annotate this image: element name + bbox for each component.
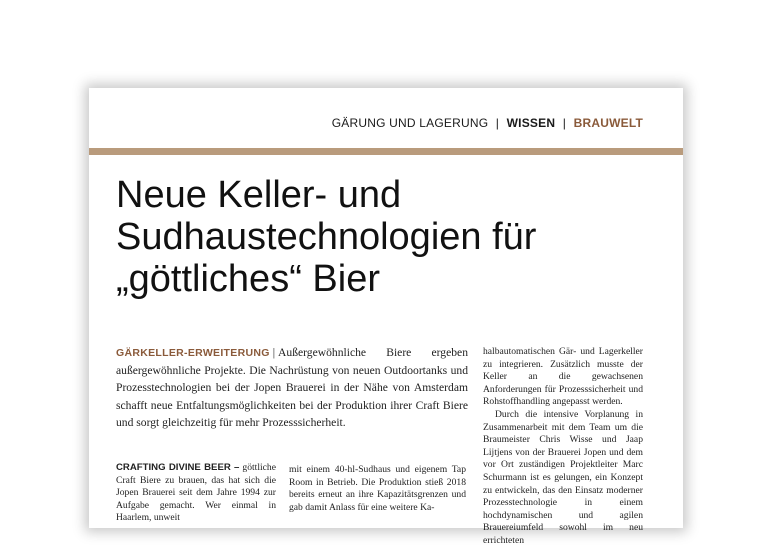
column-3-paragraph-2: Durch die intensive Vorplanung in Zusammenarbeit mit dem Team um die Braumeister Chris Wisse und Jaap Lijtjens von der Brauerei Jopen und dem vor Ort zuständigen Projektleiter Marc Schurmann ist es gelungen, ein Konzept zu entwickeln, das den Einsatz moderner Prozesstechnologie in einem hochdynamischen und agilen Brauereiumfeld sowohl im neu errichteten [483,408,643,546]
running-header [89,116,683,130]
magazine-page [89,88,683,546]
header-rule [89,148,683,155]
column-runin: CRAFTING DIVINE BEER – [116,462,240,473]
header-separator: | [495,116,500,130]
article-lead [116,344,468,431]
column-1-text: göttliche Craft Biere zu brauen, das hat sich die Jopen Brauerei seit dem Jahre 1994 zur Aufgabe gemacht. Wer einmal in Haarlem, unweit [116,462,276,524]
lead-separator: | [272,346,276,359]
lead-text: Außergewöhnliche Biere ergeben außergewöhnliche Projekte. Die Nachrüstung von neuen Outdoortanks und Prozesstechnologien bei der Jopen Brauerei in der Nähe von Amsterdam schafft neue Entfaltungsmöglichkeiten bei der Produktion ihrer Craft Biere und sorgt gleichzeitig für mehr Prozesssicherheit. [116,346,468,429]
header-category: WISSEN [506,116,556,130]
article-title: Neue Keller- und Sudhaustechnologien für „göttliches“ Bier [116,174,537,300]
body-column-3 [483,346,643,548]
header-section: GÄRUNG UND LAGERUNG [331,116,489,130]
body-column-1 [116,462,276,525]
lead-kicker: GÄRKELLER-ERWEITERUNG [116,347,270,359]
column-3-paragraph-1: halbautomatischen Gär- und Lagerkeller zu integrieren. Zusätzlich musste der Keller an die gewachsenen Anforderungen für Prozesssicherheit und Rohstoffhandling angepasst werden. [483,346,643,408]
header-brand: BRAUWELT [573,116,643,130]
body-column-2 [289,464,466,514]
column-2-text: mit einem 40-hl-Sudhaus und eigenem Tap Room in Betrieb. Die Produktion stieß 2018 bereits erneut an ihre Kapazitätsgrenzen und gab damit Anlass für eine weitere Ka- [289,464,466,513]
header-separator-2: | [562,116,567,130]
